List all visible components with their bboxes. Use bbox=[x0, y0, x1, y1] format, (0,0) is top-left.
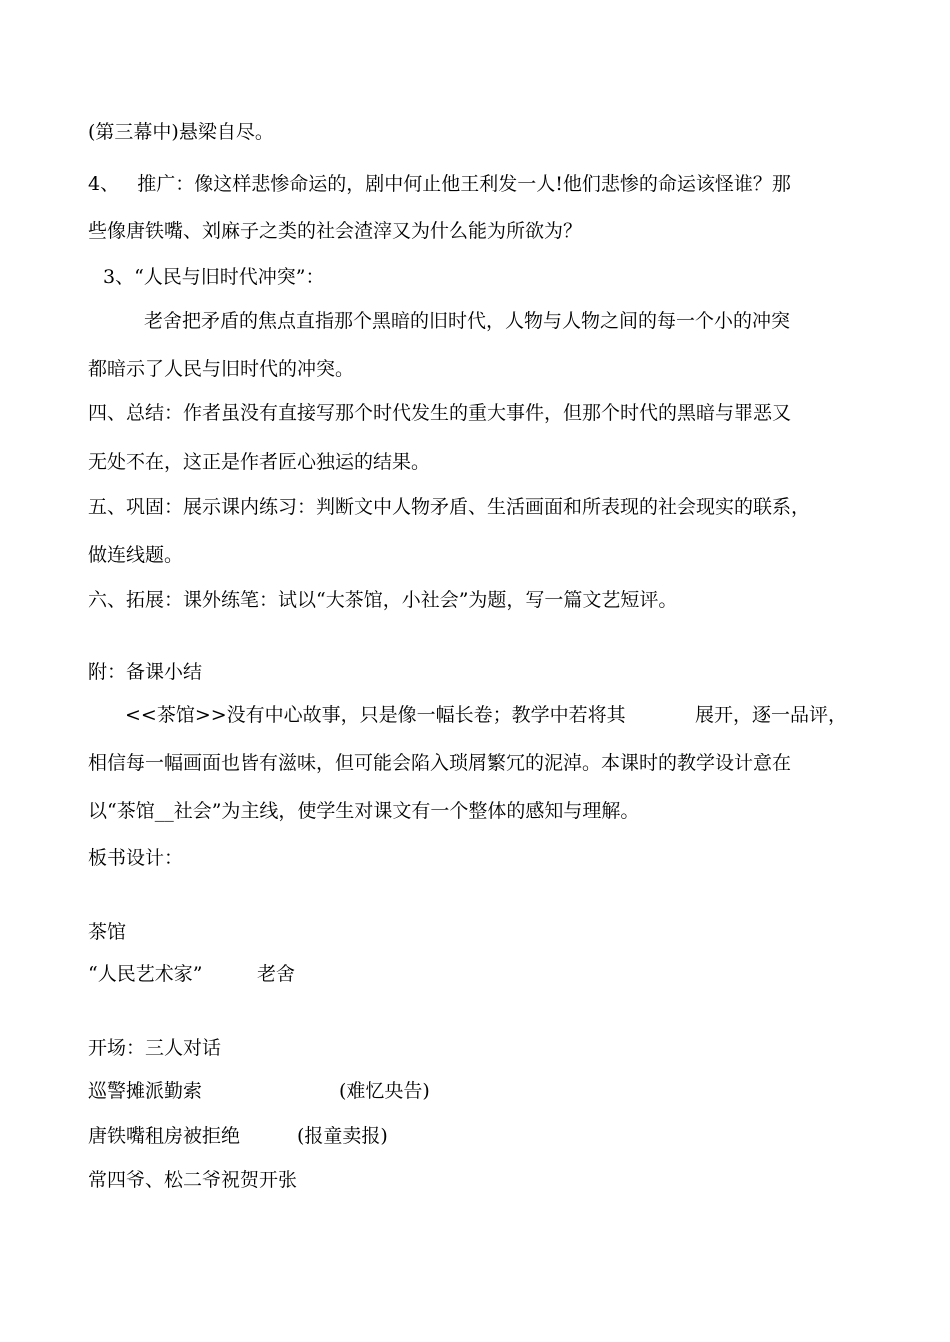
section-heading: 六、拓展：课外练笔：试以“大茶馆，小社会”为题，写一篇文艺短评。 bbox=[88, 589, 678, 611]
text-line: 以“茶馆__社会”为主线，使学生对课文有一个整体的感知与理解。 bbox=[88, 800, 640, 822]
paragraph-first-line-continued: 展开，逐一品评， bbox=[695, 704, 848, 726]
board-item-note: (报童卖报) bbox=[297, 1125, 388, 1147]
paragraph-first-line: 老舍把矛盾的焦点直指那个黑暗的旧时代，人物与人物之间的每一个小的冲突 bbox=[144, 310, 791, 332]
board-title: 茶馆 bbox=[88, 921, 127, 943]
board-design-heading: 板书设计： bbox=[88, 847, 184, 869]
paragraph-first-line: <<茶馆>>没有中心故事，只是像一幅长卷；教学中若将其 bbox=[125, 704, 626, 726]
appendix-heading: 附：备课小结 bbox=[88, 661, 203, 683]
board-item-note: (难忆央告) bbox=[339, 1080, 430, 1102]
text-line: 无处不在，这正是作者匠心独运的结果。 bbox=[88, 451, 431, 473]
board-item: 唐铁嘴租房被拒绝 bbox=[88, 1125, 241, 1147]
text-line: 相信每一幅画面也皆有滋味，但可能会陷入琐屑繁冗的泥淖。本课时的教学设计意在 bbox=[88, 752, 792, 774]
text-line: 4、 推广：像这样悲惨命运的，剧中何止他王利发一人!他们悲惨的命运该怪谁？那 bbox=[88, 173, 791, 195]
text-line: 些像唐铁嘴、刘麻子之类的社会渣滓又为什么能为所欲为？ bbox=[88, 220, 583, 242]
board-item: 巡警摊派勤索 bbox=[88, 1080, 203, 1102]
text-line: 做连线题。 bbox=[88, 544, 184, 566]
section-heading: 四、总结：作者虽没有直接写那个时代发生的重大事件，但那个时代的黑暗与罪恶又 bbox=[88, 402, 792, 424]
board-author: 老舍 bbox=[257, 963, 296, 985]
text-line: (第三幕中)悬梁自尽。 bbox=[88, 121, 274, 143]
section-heading: 五、巩固：展示课内练习：判断文中人物矛盾、生活画面和所表现的社会现实的联系， bbox=[88, 496, 811, 518]
section-heading: 3、“人民与旧时代冲突”： bbox=[103, 266, 325, 288]
board-item: 常四爷、松二爷祝贺开张 bbox=[88, 1169, 298, 1191]
text-line: 都暗示了人民与旧时代的冲突。 bbox=[88, 358, 355, 380]
board-subtitle: “人民艺术家” bbox=[88, 963, 203, 985]
board-item: 开场：三人对话 bbox=[88, 1037, 222, 1059]
